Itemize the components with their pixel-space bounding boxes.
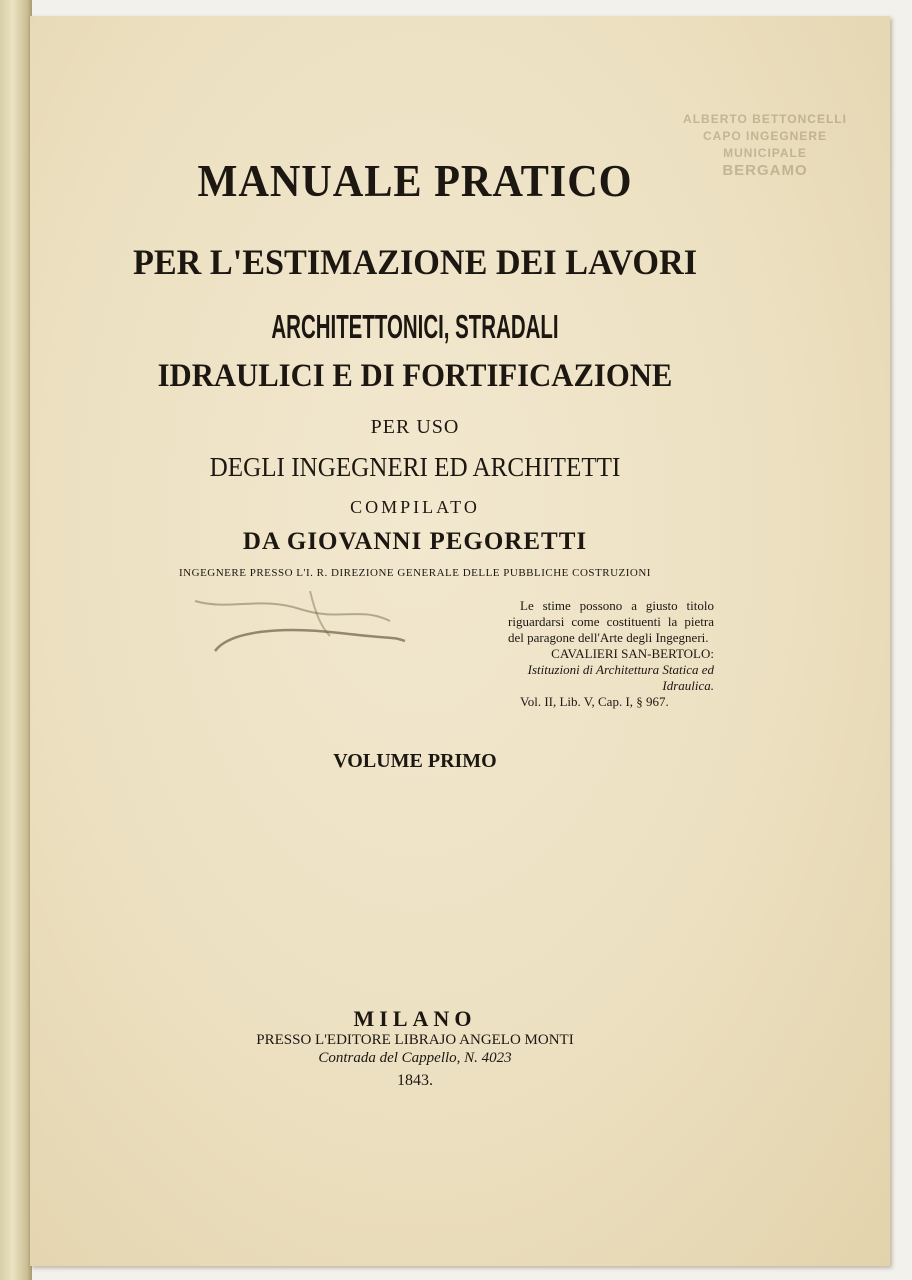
subtitle-line: PER L'ESTIMAZIONE DEI LAVORI [132, 242, 698, 282]
handwritten-signature [190, 581, 420, 661]
subtitle-line: ARCHITETTONICI, STRADALI [271, 308, 559, 345]
volume-label: VOLUME PRIMO [333, 750, 497, 772]
author-title: INGEGNERE PRESSO L'I. R. DIREZIONE GENERALE DELLE PUBBLICHE COSTRUZIONI [179, 567, 651, 579]
epigraph [508, 598, 714, 710]
subtitle-line: IDRAULICI E DI FORTIFICAZIONE [157, 358, 673, 394]
title-page [30, 16, 890, 1266]
stamp-line: CAPO INGEGNERE [702, 129, 827, 143]
epigraph-text: Le stime possono a giusto titolo riguardarsi come costituenti la pietra del paragone dell'Arte degli Ingegneri. [508, 598, 714, 645]
imprint-publisher: PRESSO L'EDITORE LIBRAJO ANGELO MONTI [256, 1032, 574, 1048]
epigraph-work: Istituzioni di Architettura Statica ed Idraulica. [527, 662, 714, 693]
epigraph-source [508, 646, 714, 694]
imprint-address: Contrada del Cappello, N. 4023 [318, 1050, 512, 1066]
subtitle-line: DEGLI INGEGNERI ED ARCHITETTI [209, 452, 621, 482]
compiled-label: COMPILATO [350, 497, 480, 517]
stamp-line: ALBERTO BETTONCELLI [683, 112, 847, 126]
subtitle-line: PER USO [370, 416, 460, 438]
book-spine-edge [0, 0, 32, 1280]
stamp-line: MUNICIPALE [723, 146, 807, 160]
author-name: DA GIOVANNI PEGORETTI [242, 528, 588, 555]
epigraph-author: CAVALIERI SAN-BERTOLO: [551, 646, 714, 661]
stamp-line: BERGAMO [722, 162, 808, 179]
imprint-year: 1843. [397, 1072, 433, 1089]
epigraph-reference: Vol. II, Lib. V, Cap. I, § 967. [520, 694, 669, 709]
imprint-city: MILANO [353, 1006, 477, 1031]
book-title: MANUALE PRATICO [197, 155, 633, 206]
